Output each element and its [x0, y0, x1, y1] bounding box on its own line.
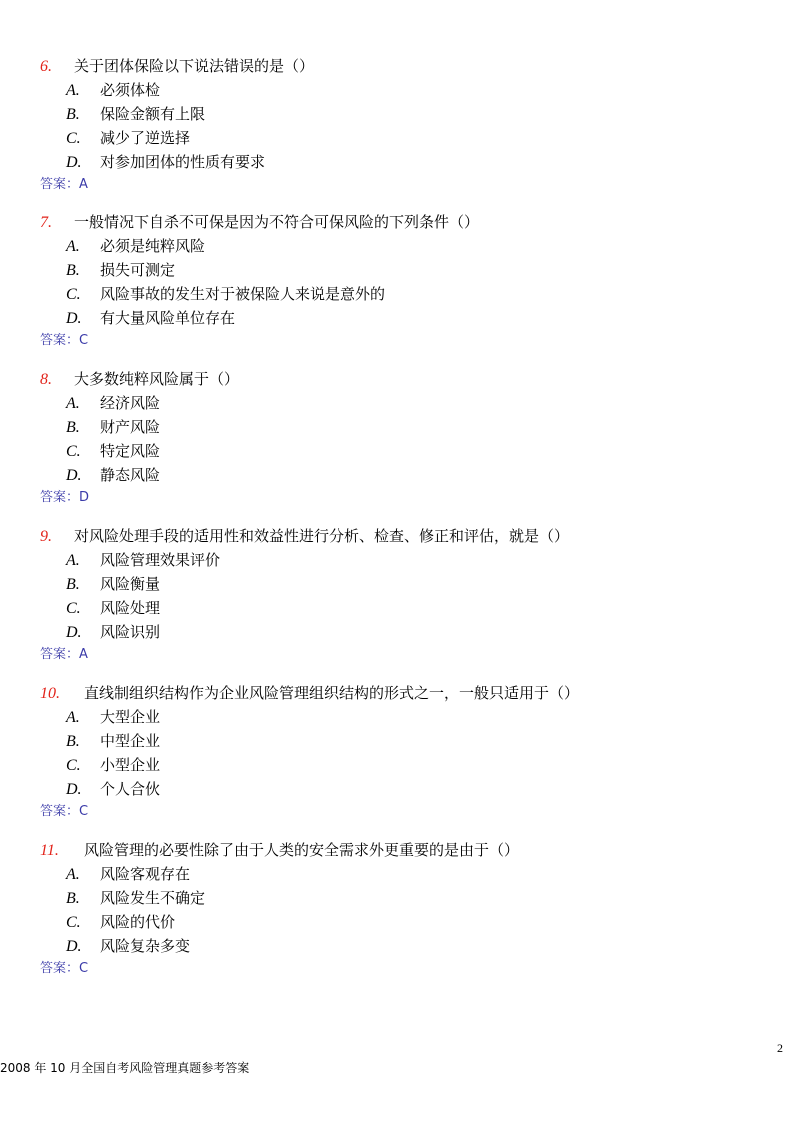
option-c — [40, 753, 780, 777]
question-text: 对风险处理手段的适用性和效益性进行分析、检查、修正和评估，就是（） — [74, 527, 570, 545]
option-text: 损失可测定 — [100, 261, 176, 279]
answer-line: 答案：A — [40, 647, 88, 662]
answer-line: 答案：C — [40, 333, 89, 348]
question-number: 10. — [40, 685, 60, 702]
option-text: 风险客观存在 — [100, 865, 191, 883]
option-d — [40, 620, 780, 644]
option-label: A. — [66, 866, 80, 883]
question-7 — [40, 210, 780, 352]
question-text: 关于团体保险以下说法错误的是（） — [74, 57, 315, 75]
option-text: 中型企业 — [100, 732, 161, 750]
option-text: 个人合伙 — [100, 780, 161, 798]
option-label: C. — [66, 757, 81, 774]
question-8 — [40, 367, 780, 509]
option-text: 风险衡量 — [100, 575, 161, 593]
option-label: D. — [66, 781, 82, 798]
option-a — [40, 548, 780, 572]
option-text: 小型企业 — [100, 756, 161, 774]
option-label: D. — [66, 624, 82, 641]
option-d — [40, 777, 780, 801]
option-text: 风险的代价 — [100, 913, 176, 931]
question-6 — [40, 54, 780, 196]
option-label: A. — [66, 395, 80, 412]
answer-line: 答案：A — [40, 177, 88, 192]
option-a — [40, 234, 780, 258]
question-stem — [40, 681, 780, 705]
option-label: B. — [66, 576, 80, 593]
option-text: 风险处理 — [100, 599, 161, 617]
option-b — [40, 886, 780, 910]
option-label: D. — [66, 154, 82, 171]
option-b — [40, 102, 780, 126]
answer-line: 答案：C — [40, 804, 89, 819]
option-d — [40, 150, 780, 174]
question-9 — [40, 524, 780, 666]
option-c — [40, 126, 780, 150]
option-label: B. — [66, 890, 80, 907]
question-number: 11. — [40, 842, 59, 859]
question-number: 9. — [40, 528, 52, 545]
option-a — [40, 78, 780, 102]
option-b — [40, 729, 780, 753]
option-text: 风险管理效果评价 — [100, 551, 221, 569]
option-d — [40, 934, 780, 958]
option-label: D. — [66, 467, 82, 484]
question-stem — [40, 838, 780, 862]
option-b — [40, 415, 780, 439]
question-text: 风险管理的必要性除了由于人类的安全需求外更重要的是由于（） — [84, 841, 520, 859]
question-text: 一般情况下自杀不可保是因为不符合可保风险的下列条件（） — [74, 213, 480, 231]
option-label: C. — [66, 600, 81, 617]
option-text: 减少了逆选择 — [100, 129, 191, 147]
question-number: 8. — [40, 371, 52, 388]
question-text: 直线制组织结构作为企业风险管理组织结构的形式之一，一般只适用于（） — [84, 684, 580, 702]
page-number: 2 — [777, 1041, 783, 1055]
option-text: 静态风险 — [100, 466, 161, 484]
option-label: A. — [66, 238, 80, 255]
option-label: C. — [66, 286, 81, 303]
option-text: 必须是纯粹风险 — [100, 237, 206, 255]
option-label: D. — [66, 938, 82, 955]
option-c — [40, 282, 780, 306]
option-text: 风险事故的发生对于被保险人来说是意外的 — [100, 285, 386, 303]
option-text: 大型企业 — [100, 708, 161, 726]
question-stem — [40, 367, 780, 391]
option-text: 必须体检 — [100, 81, 161, 99]
option-text: 对参加团体的性质有要求 — [100, 153, 266, 171]
option-c — [40, 910, 780, 934]
option-label: B. — [66, 106, 80, 123]
option-text: 特定风险 — [100, 442, 161, 460]
option-text: 经济风险 — [100, 394, 161, 412]
option-c — [40, 439, 780, 463]
option-c — [40, 596, 780, 620]
option-text: 风险识别 — [100, 623, 161, 641]
option-label: D. — [66, 310, 82, 327]
option-text: 有大量风险单位存在 — [100, 309, 236, 327]
option-label: B. — [66, 733, 80, 750]
question-11 — [40, 838, 780, 980]
question-stem — [40, 54, 780, 78]
question-number: 7. — [40, 214, 52, 231]
option-label: B. — [66, 262, 80, 279]
option-b — [40, 258, 780, 282]
option-d — [40, 463, 780, 487]
option-text: 风险复杂多变 — [100, 937, 191, 955]
option-label: C. — [66, 914, 81, 931]
option-text: 风险发生不确定 — [100, 889, 206, 907]
question-number: 6. — [40, 58, 52, 75]
answer-line: 答案：D — [40, 490, 90, 505]
question-stem — [40, 210, 780, 234]
answer-line: 答案：C — [40, 961, 89, 976]
option-label: A. — [66, 552, 80, 569]
option-a — [40, 705, 780, 729]
option-b — [40, 572, 780, 596]
option-label: B. — [66, 419, 80, 436]
option-text: 财产风险 — [100, 418, 161, 436]
option-label: C. — [66, 130, 81, 147]
question-stem — [40, 524, 780, 548]
option-text: 保险金额有上限 — [100, 105, 206, 123]
option-label: A. — [66, 709, 80, 726]
option-a — [40, 391, 780, 415]
option-d — [40, 306, 780, 330]
option-label: C. — [66, 443, 81, 460]
page-footer: 2008 年 10 月全国自考风险管理真题参考答案 — [0, 1061, 250, 1075]
question-text: 大多数纯粹风险属于（） — [74, 370, 240, 388]
option-label: A. — [66, 82, 80, 99]
question-10 — [40, 681, 780, 823]
option-a — [40, 862, 780, 886]
